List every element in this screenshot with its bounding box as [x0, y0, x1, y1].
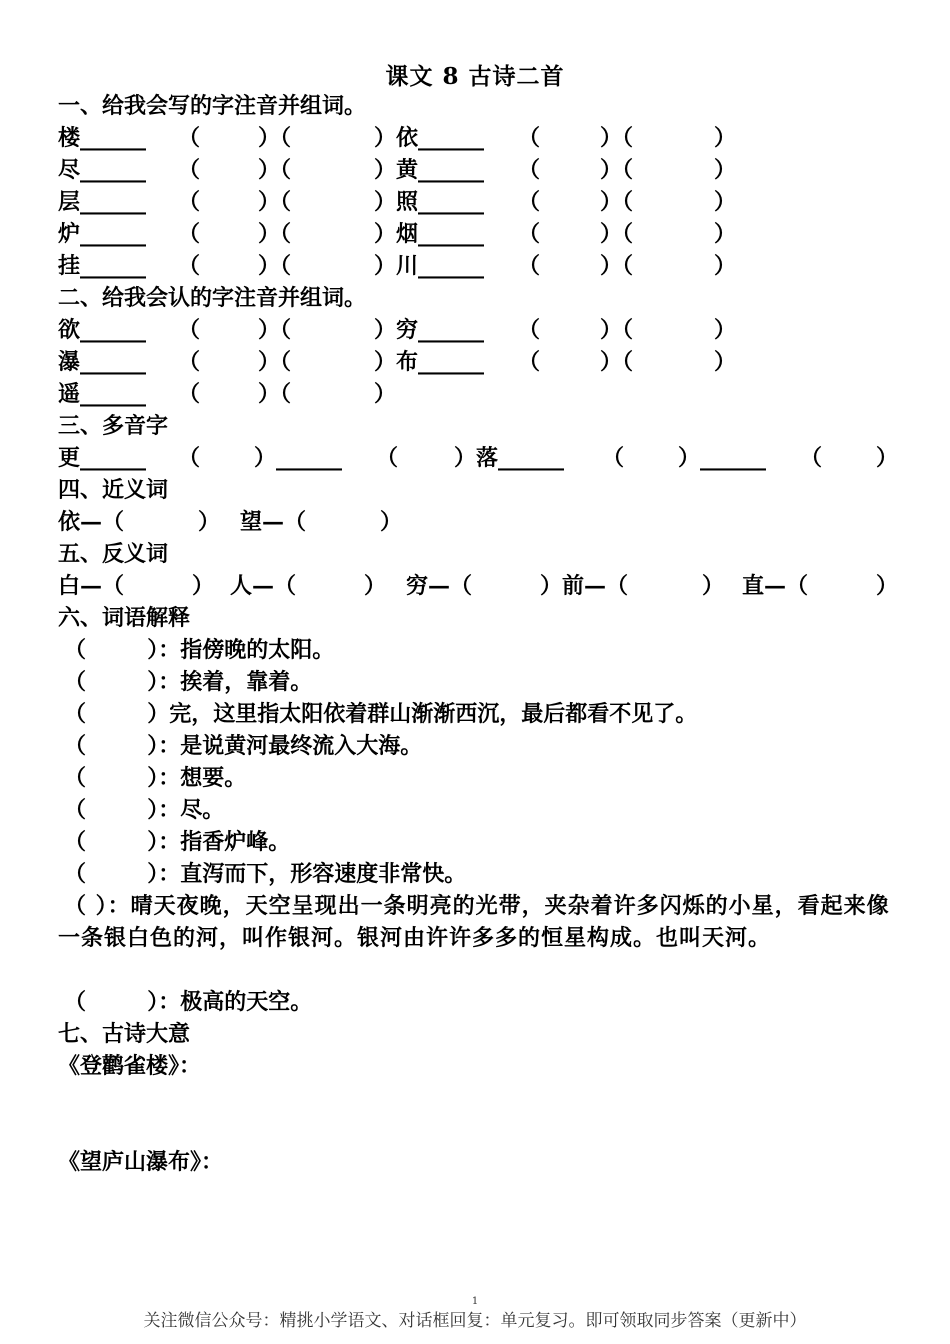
- definition-item: （ ）：极高的天空。: [64, 989, 313, 1015]
- section-3-heading: 三、多音字: [58, 413, 169, 439]
- section-6-heading: 六、词语解释: [58, 605, 191, 631]
- paren-pair: ）（: [258, 189, 292, 215]
- paren-pair: ）（: [258, 125, 292, 151]
- paren-pair: ）（: [258, 381, 292, 407]
- paren-open: （: [178, 381, 201, 407]
- paren-close-blank: ）______: [254, 445, 343, 471]
- antonym-item: 直—（: [742, 573, 809, 599]
- footer-note: 关注微信公众号：精挑小学语文、对话框回复：单元复习。即可领取同步答案（更新中）: [143, 1311, 807, 1331]
- paren-open: （: [178, 317, 201, 343]
- s1-char-blank: 楼______: [58, 125, 147, 151]
- synonym-item: 依—（: [58, 509, 125, 535]
- s1-char-blank: ）黄______: [374, 157, 485, 183]
- paren-pair: ）（: [600, 125, 634, 151]
- s2-char-blank: 欲______: [58, 317, 147, 343]
- section-5-heading: 五、反义词: [58, 541, 169, 567]
- s1-char-blank: ）依______: [374, 125, 485, 151]
- paren-open: （: [376, 445, 399, 471]
- paren-open: （: [178, 125, 201, 151]
- paren-close: ）: [876, 573, 899, 599]
- paren-close: ）: [714, 125, 737, 151]
- section-7-heading: 七、古诗大意: [58, 1021, 191, 1047]
- paren-open: （: [178, 157, 201, 183]
- paren-close: ）: [198, 509, 221, 535]
- synonym-item: 望—（: [240, 509, 307, 535]
- paren-open: （: [518, 221, 541, 247]
- paren-open: （: [178, 349, 201, 375]
- antonym-item: 穷—（: [406, 573, 473, 599]
- paren-open: （: [178, 221, 201, 247]
- s1-char-blank: 尽______: [58, 157, 147, 183]
- antonym-item: ）前—（: [540, 573, 629, 599]
- definition-item: （ ）：是说黄河最终流入大海。: [64, 733, 423, 759]
- s2-char-blank: ）穷______: [374, 317, 485, 343]
- paren-open: （: [178, 189, 201, 215]
- page-title: 课文 8 古诗二首: [385, 63, 565, 90]
- paren-pair: ）（: [600, 349, 634, 375]
- paren-close: ）: [714, 253, 737, 279]
- paren-open: （: [178, 253, 201, 279]
- paren-close: ）: [714, 349, 737, 375]
- paren-close: ）: [714, 189, 737, 215]
- s2-char-blank: ）布______: [374, 349, 485, 375]
- definition-item: （ ）完，这里指太阳依着群山渐渐西沉，最后都看不见了。: [64, 701, 698, 727]
- poem-title: 《望庐山瀑布》：: [58, 1149, 224, 1175]
- definition-item-long: （ ）：晴天夜晚，天空呈现出一条明亮的光带，夹杂着许多闪烁的小星，看起来像一条银白色的河，叫作银河。银河由许许多多的恒星构成。也叫天河。: [58, 893, 890, 951]
- s2-char-blank: 遥______: [58, 381, 147, 407]
- polyphone-blank: 更______: [58, 445, 147, 471]
- paren-close: ）: [364, 573, 387, 599]
- paren-pair: ）（: [600, 253, 634, 279]
- antonym-item: 人—（: [230, 573, 297, 599]
- paren-pair: ）（: [258, 317, 292, 343]
- paren-pair: ）（: [258, 221, 292, 247]
- s1-char-blank: 挂______: [58, 253, 147, 279]
- paren-open: （: [602, 445, 625, 471]
- paren-open: （: [518, 349, 541, 375]
- paren-close: ）: [702, 573, 725, 599]
- paren-open: （: [518, 317, 541, 343]
- paren-close: ）: [374, 381, 397, 407]
- page-number: 1: [471, 1296, 479, 1307]
- s2-char-blank: 瀑______: [58, 349, 147, 375]
- paren-open: （: [518, 189, 541, 215]
- paren-close: ）: [714, 317, 737, 343]
- paren-pair: ）（: [600, 189, 634, 215]
- paren-close-blank: ）______: [678, 445, 767, 471]
- paren-pair: ）（: [258, 157, 292, 183]
- s1-char-blank: ）川______: [374, 253, 485, 279]
- paren-pair: ）（: [258, 253, 292, 279]
- definition-item: （ ）：指傍晚的太阳。: [64, 637, 335, 663]
- paren-open: （: [178, 445, 201, 471]
- paren-pair: ）（: [258, 349, 292, 375]
- polyphone-blank: ）落______: [454, 445, 565, 471]
- section-2-heading: 二、给我会认的字注音并组词。: [58, 285, 367, 311]
- section-1-heading: 一、给我会写的字注音并组词。: [58, 93, 367, 119]
- paren-close: ）: [380, 509, 403, 535]
- definition-item: （ ）：想要。: [64, 765, 247, 791]
- definition-item: （ ）：指香炉峰。: [64, 829, 291, 855]
- paren-open: （: [518, 253, 541, 279]
- s1-char-blank: ）照______: [374, 189, 485, 215]
- paren-pair: ）（: [600, 317, 634, 343]
- s1-char-blank: ）烟______: [374, 221, 485, 247]
- paren-open: （: [800, 445, 823, 471]
- paren-open: （: [518, 125, 541, 151]
- paren-pair: ）（: [600, 221, 634, 247]
- s1-char-blank: 炉______: [58, 221, 147, 247]
- definition-item: （ ）：挨着，靠着。: [64, 669, 313, 695]
- paren-close: ）: [192, 573, 215, 599]
- antonym-item: 白—（: [58, 573, 125, 599]
- definition-item: （ ）：直泻而下，形容速度非常快。: [64, 861, 467, 887]
- poem-title: 《登鹳雀楼》：: [58, 1053, 202, 1079]
- paren-close: ）: [714, 221, 737, 247]
- definition-item: （ ）：尽。: [64, 797, 225, 823]
- paren-pair: ）（: [600, 157, 634, 183]
- paren-open: （: [518, 157, 541, 183]
- section-4-heading: 四、近义词: [58, 477, 169, 503]
- s1-char-blank: 层______: [58, 189, 147, 215]
- paren-close: ）: [876, 445, 899, 471]
- paren-close: ）: [714, 157, 737, 183]
